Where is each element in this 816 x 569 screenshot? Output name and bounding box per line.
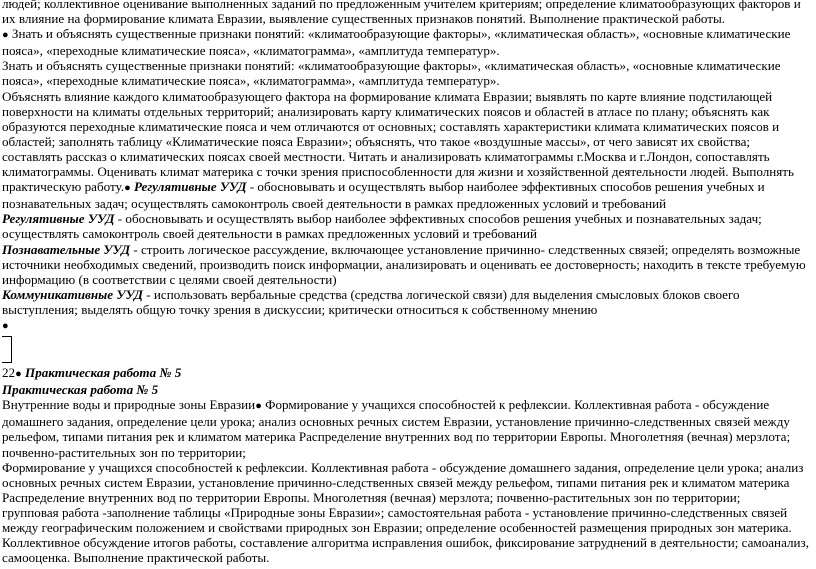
practical-work-heading: Практическая работа № 5 xyxy=(2,382,159,398)
bullet-icon: ● xyxy=(15,368,22,381)
cognitive-uud-label: Познавательные УУД xyxy=(2,241,131,257)
paragraph-text: Знать и объяснять существенные признаки понятий: «климатообразующие факторы», «климатическая область», «основные климатические пояса», «переходные климатические пояса», «климатограмма», «амплитуда температур». xyxy=(2,26,791,59)
paragraph-cognitive-uud xyxy=(2,242,810,287)
regulative-uud-text: - обосновывать и осуществлять выбор наиболее эффективных способов решения учебных и познавательных задач; осуществлять самоконтроль своей деятельности в рамках предложенных условий и требований xyxy=(2,211,762,242)
bullet-icon: ● xyxy=(255,400,262,413)
paragraph-reflection: Формирование у учащихся способностей к рефлексии. Коллективная работа - обсуждение домашнего задания, определение цели урока; анализ основных речных систем Евразии, установление причинно-следственных связей между рельефом, типами питания рек и климатом материка Распределение внутренних вод по территории Европы. Многолетняя (вечная) мерзлота; почвенно-растительных зон по территории; xyxy=(2,459,804,505)
paragraph-text: Формирование у учащихся способностей к рефлексии. Коллективная работа - обсуждение домашнего задания, определение цели урока; анализ основных речных систем Евразии, установление причинно-следственных связей между рельефом, типами питания рек и климатом материка Распределение внутренних вод по территории Европы. Многолетняя (вечная) мерзлота; почвенно-растительных зон по территории; xyxy=(2,397,791,460)
lesson-topic: Внутренние воды и природные зоны Евразии xyxy=(2,397,256,413)
lesson-number: 22 xyxy=(2,365,16,381)
communicative-uud-text: - использовать вербальные средства (средства логической связи) для выделения смысловых блоков своего выступления; выделять общую точку зрения в дискуссии; критически относиться к собственному мнению xyxy=(2,286,740,317)
paragraph-text: Объяснять влияние каждого климатообразующего фактора на формирование климата Евразии; выявлять по карте влияние подстилающей поверхности на климаты отдельных территорий; анализировать карту климатических поясов и областей в атласе по плану; объяснять как образуются переходные климатические пояса и чем отличаются от основных; составлять характеристики климата климатических поясов и областей; заполнять таблицу «Климатические пояса Евразии»; объяснять, что такое «воздушные массы», от чего зависят их свойства; составлять рассказ о климатических поясах своей местности. Читать и анализировать климатограммы г.Москва и г.Лондон, сопоставлять климатограммы. Оценивать климат материка с точки зрения приспособленности для жизни и хозяйственной деятельности людей. Выполнять практическую работу. xyxy=(2,88,794,195)
bullet-icon: ● xyxy=(124,182,131,195)
bullet-icon: ● xyxy=(2,319,9,332)
paragraph-intro: людей; коллективное оценивание выполненных заданий по предложенным учителем критериям; определение климатообразующих факторов и их влияние на формирование климата Евразии, выявление существенных признаков понятий. Выполнение практической работы. xyxy=(2,0,801,27)
paragraph-communicative-uud xyxy=(2,287,810,317)
paragraph-explain-climate xyxy=(2,89,810,212)
table-cell-border xyxy=(2,336,12,363)
regulative-uud-label: Регулятивные УУД xyxy=(130,179,247,195)
paragraph-group-work: групповая работа -заполнение таблицы «Природные зоны Евразии»; самостоятельная работа - установление причинно-следственных связей между географическим положением и свойствами природных зон Евразии; определение особенностей размещения природных зон материка. Коллективное обсуждение итогов работы, составление алгоритма исправления ошибок, фиксирование затруднений в деятельности; самоанализ, самооценка. Выполнение практической работы. xyxy=(2,504,809,566)
paragraph-know-concepts-bulleted xyxy=(2,26,810,58)
cognitive-uud-text: - строить логическое рассуждение, включающее установление причинно- следственных связей; определять возможные источники необходимых сведений, производить поиск информации, анализировать и оценивать ее достоверность; находить в тексте требуемую информацию (в соответствии с целями своей деятельности) xyxy=(2,241,806,287)
paragraph-inland-waters xyxy=(2,397,810,459)
regulative-uud-label: Регулятивные УУД xyxy=(2,211,115,227)
lesson-number-row xyxy=(2,365,810,382)
bullet-icon: ● xyxy=(2,29,9,42)
paragraph-know-concepts: Знать и объяснять существенные признаки понятий: «климатообразующие факторы», «климатическая область», «основные климатические пояса», «переходные климатические пояса», «климатограмма», «амплитуда температур». xyxy=(2,58,781,89)
practical-work-title: Практическая работа № 5 xyxy=(21,365,182,381)
paragraph-regulative-uud xyxy=(2,211,810,241)
regulative-uud-text: - обосновывать и осуществлять выбор наиболее эффективных способов решения учебных и познавательных задач; осуществлять самоконтроль своей деятельности в рамках предложенных условий и требований xyxy=(2,179,765,212)
standalone-bullet xyxy=(2,317,810,334)
communicative-uud-label: Коммуникативные УУД xyxy=(2,286,143,302)
